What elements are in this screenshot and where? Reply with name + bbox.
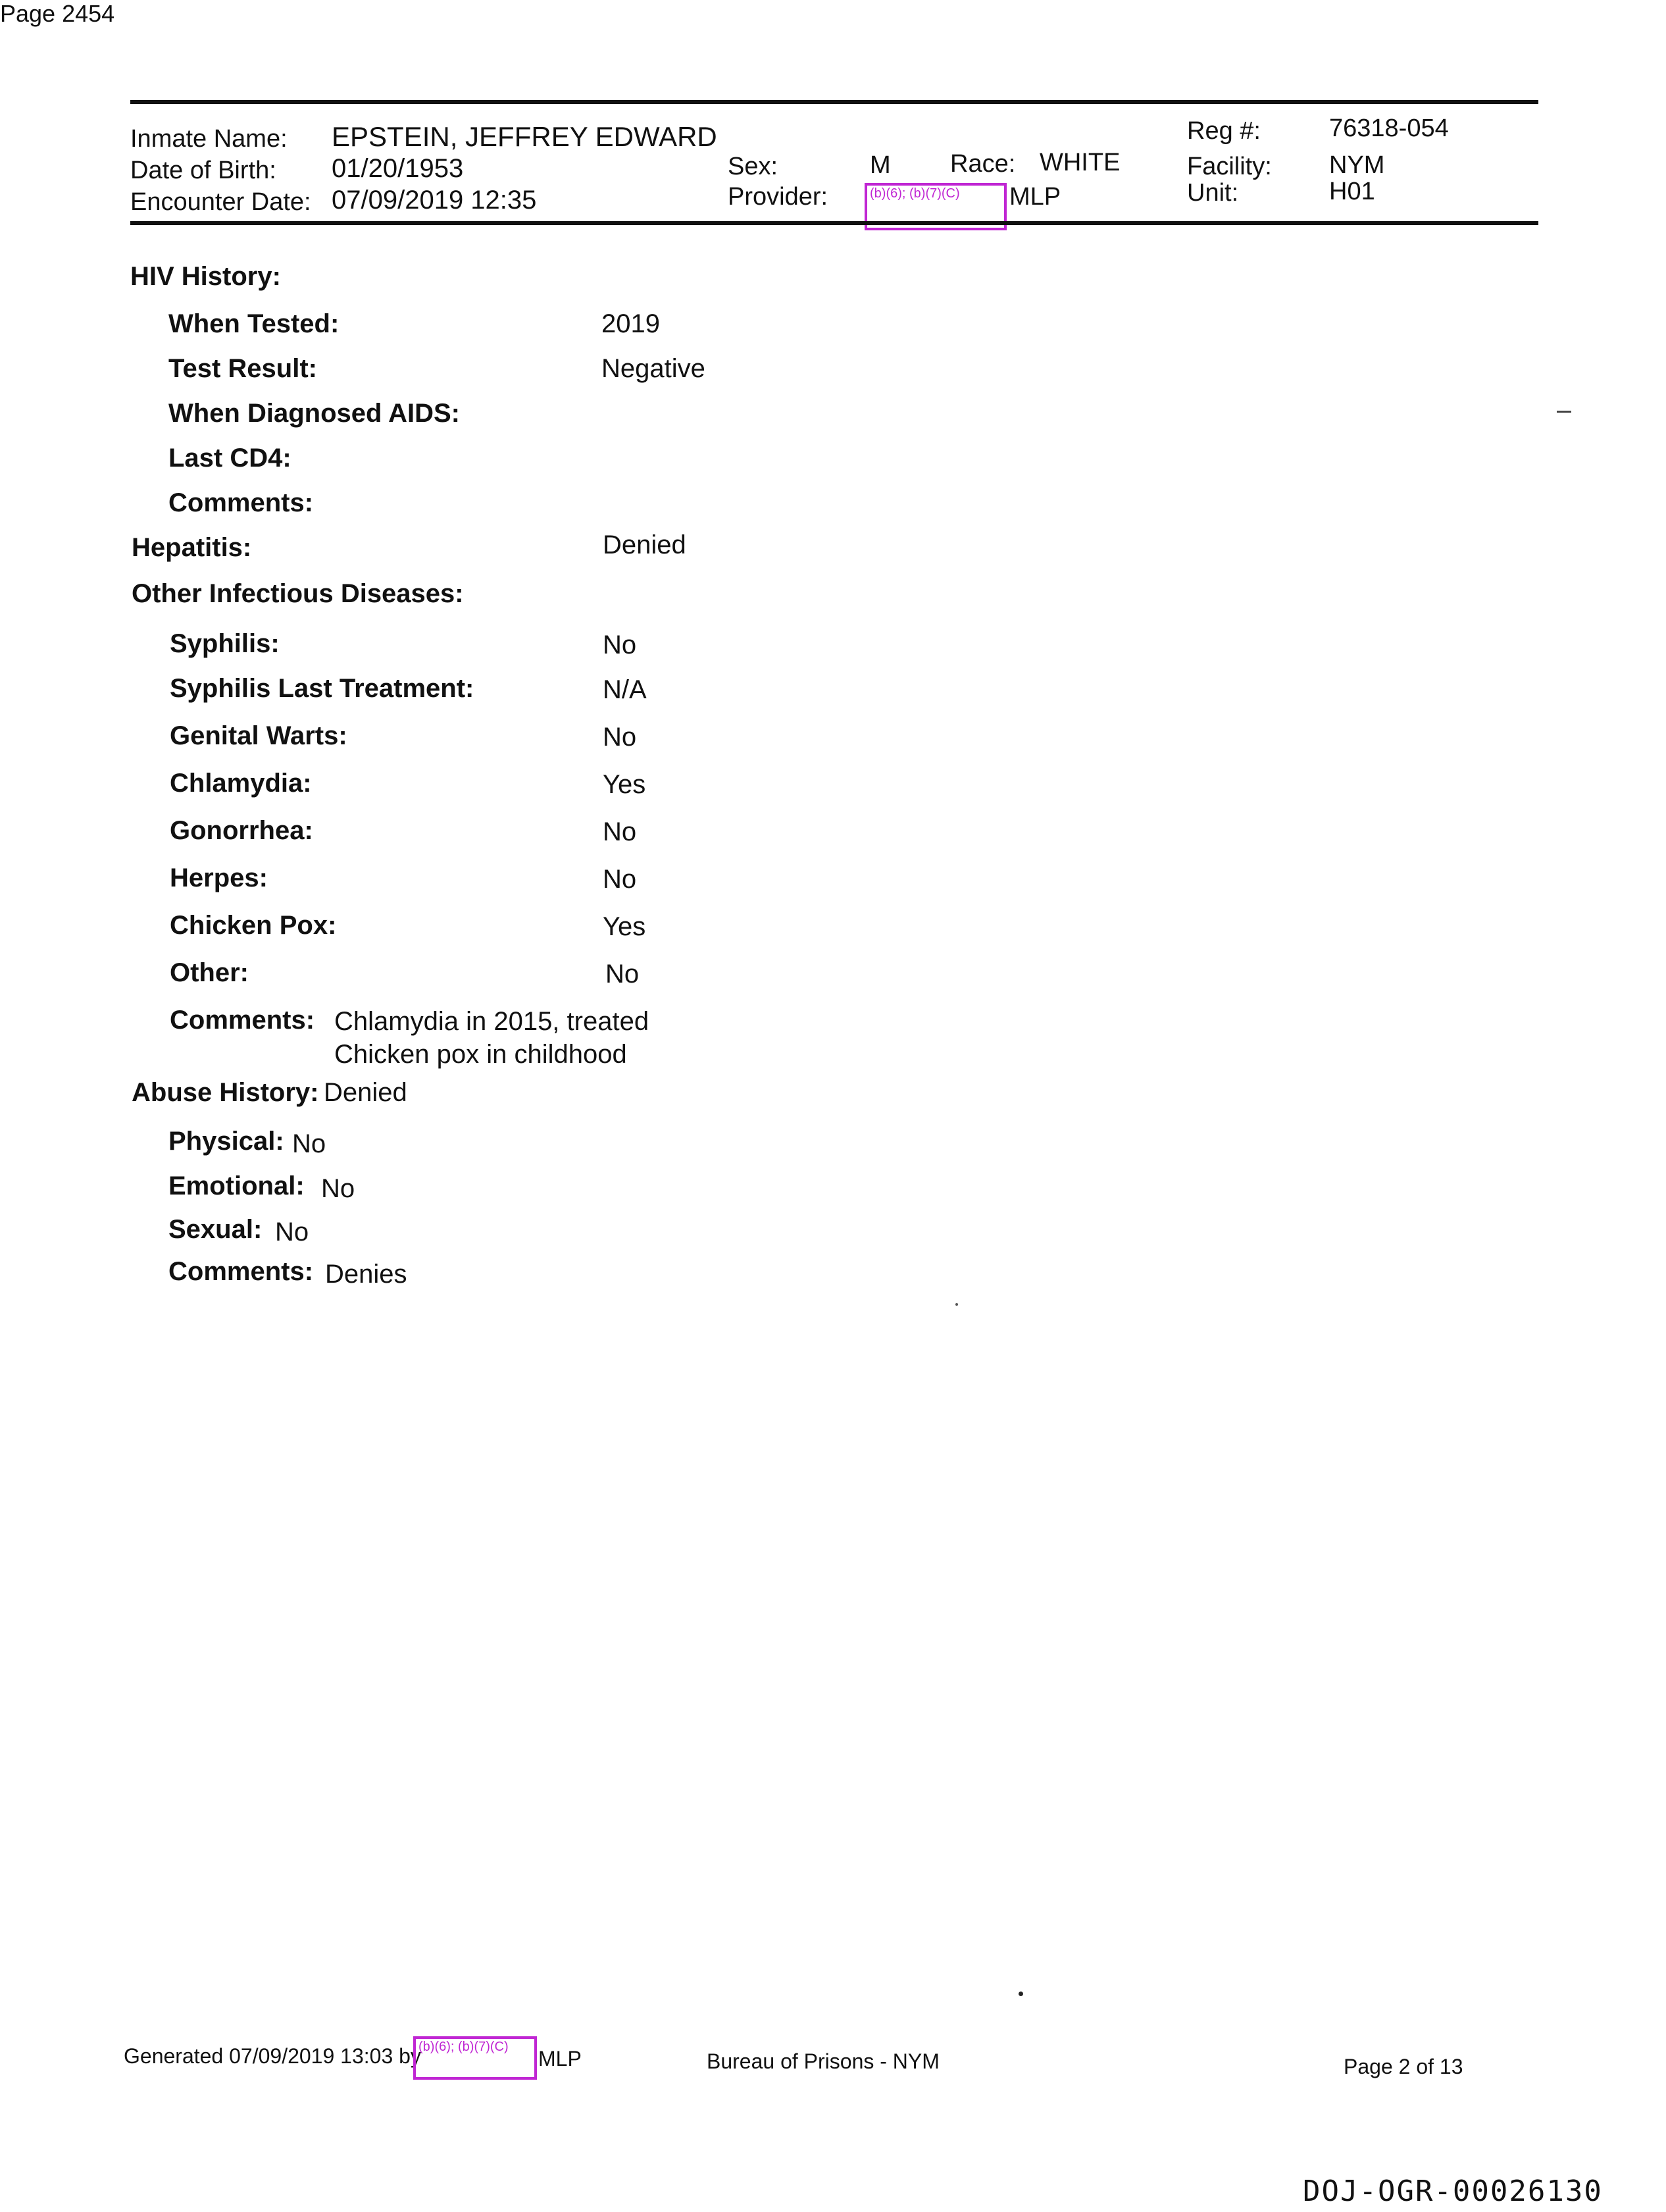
- unit-value: H01: [1329, 178, 1375, 205]
- abuse-comments-value: Denies: [325, 1260, 407, 1289]
- bates-number: DOJ-OGR-00026130: [1303, 2174, 1603, 2208]
- page-label: Page 2454: [0, 0, 115, 27]
- infectious-comments-line1: Chlamydia in 2015, treated: [334, 1007, 649, 1036]
- infectious-row-label: Genital Warts:: [170, 721, 347, 750]
- provider-suffix: MLP: [1009, 183, 1061, 211]
- abuse-comments-label: Comments:: [168, 1257, 314, 1286]
- infectious-comments-label: Comments:: [170, 1006, 315, 1035]
- provider-label: Provider:: [728, 183, 828, 211]
- infectious-row-label: Chlamydia:: [170, 769, 312, 798]
- sexual-label: Sexual:: [168, 1215, 263, 1244]
- reg-value: 76318-054: [1329, 115, 1449, 142]
- infectious-row-value: Yes: [603, 770, 646, 799]
- header-top-rule: [130, 100, 1538, 104]
- infectious-row-value: No: [603, 817, 637, 846]
- physical-value: No: [292, 1129, 326, 1158]
- sex-value: M: [870, 151, 891, 179]
- dob-label: Date of Birth:: [130, 157, 276, 184]
- facility-label: Facility:: [1187, 153, 1272, 180]
- infectious-row-value: Yes: [603, 912, 646, 941]
- when-tested-value: 2019: [601, 309, 660, 338]
- provider-redaction-box: (b)(6); (b)(7)(C): [865, 183, 1007, 230]
- inmate-name: EPSTEIN, JEFFREY EDWARD: [332, 121, 717, 152]
- footer-generated-suffix: MLP: [538, 2047, 582, 2071]
- infectious-row-label: Syphilis:: [170, 629, 280, 658]
- infectious-row-label: Herpes:: [170, 863, 268, 892]
- infectious-row-value: N/A: [603, 675, 647, 704]
- sex-label: Sex:: [728, 153, 778, 180]
- dob: 01/20/1953: [332, 154, 464, 183]
- hiv-history-title: HIV History:: [130, 262, 281, 291]
- emotional-label: Emotional:: [168, 1171, 305, 1200]
- footer-redaction-box: (b)(6); (b)(7)(C): [413, 2036, 537, 2080]
- header-bottom-rule: [130, 221, 1538, 225]
- sexual-value: No: [275, 1218, 309, 1247]
- infectious-row-value: No: [605, 960, 640, 989]
- infectious-row-label: Other:: [170, 958, 249, 987]
- unit-label: Unit:: [1187, 179, 1239, 207]
- reg-label: Reg #:: [1187, 117, 1261, 145]
- infectious-row-value: No: [603, 630, 637, 659]
- test-result-value: Negative: [601, 354, 705, 383]
- physical-label: Physical:: [168, 1127, 284, 1156]
- inmate-name-label: Inmate Name:: [130, 125, 288, 153]
- test-result-label: Test Result:: [168, 354, 317, 383]
- hepatitis-value: Denied: [603, 530, 686, 559]
- infectious-comments-line2: Chicken pox in childhood: [334, 1040, 627, 1069]
- abuse-history-title: Abuse History:: [132, 1078, 319, 1107]
- abuse-history-value: Denied: [324, 1078, 407, 1107]
- infectious-row-label: Chicken Pox:: [170, 911, 337, 940]
- footer-generated: Generated 07/09/2019 13:03 by: [124, 2044, 421, 2068]
- infectious-row-value: No: [603, 723, 637, 752]
- emotional-value: No: [321, 1174, 355, 1203]
- race-label: Race:: [950, 150, 1016, 178]
- scan-speck: [955, 1303, 958, 1306]
- race-value: WHITE: [1040, 149, 1121, 176]
- encounter-date: 07/09/2019 12:35: [332, 186, 537, 215]
- when-diagnosed-label: When Diagnosed AIDS:: [168, 399, 460, 428]
- encounter-label: Encounter Date:: [130, 188, 311, 216]
- last-cd4-label: Last CD4:: [168, 444, 291, 473]
- facility-value: NYM: [1329, 151, 1385, 179]
- when-tested-label: When Tested:: [168, 309, 340, 338]
- footer-page-number: Page 2 of 13: [1344, 2055, 1463, 2078]
- infectious-row-label: Gonorrhea:: [170, 816, 313, 845]
- infectious-row-label: Syphilis Last Treatment:: [170, 674, 474, 703]
- scan-speck: [1557, 411, 1571, 413]
- scan-speck: [1019, 1992, 1023, 1996]
- hepatitis-label: Hepatitis:: [132, 533, 252, 562]
- hiv-comments-label: Comments:: [168, 488, 314, 517]
- footer-bureau: Bureau of Prisons - NYM: [707, 2049, 940, 2073]
- infectious-row-value: No: [603, 865, 637, 894]
- infectious-title: Other Infectious Diseases:: [132, 579, 464, 608]
